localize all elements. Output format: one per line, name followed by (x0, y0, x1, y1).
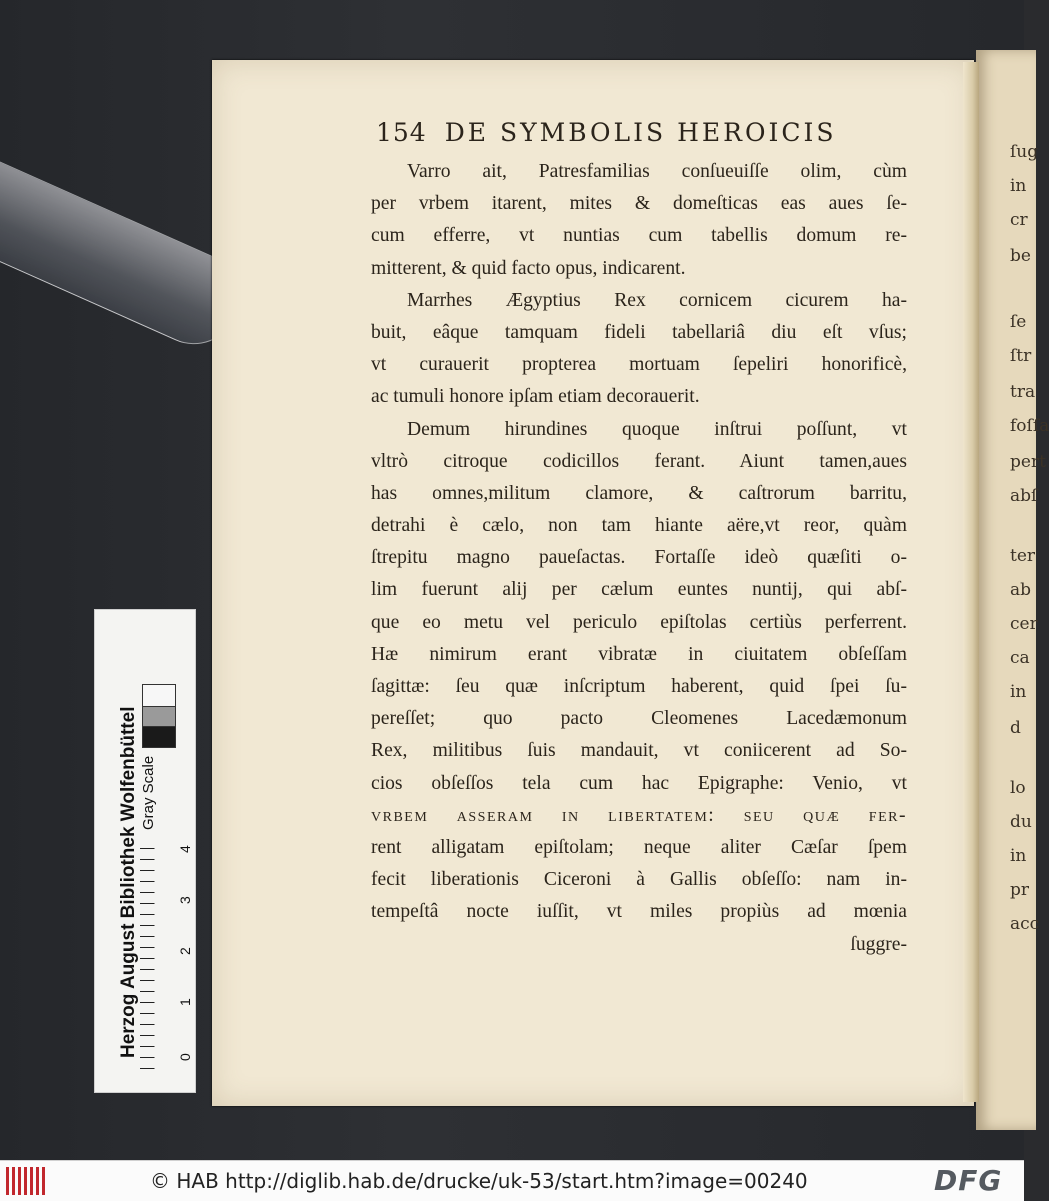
text-line: tempeſtâ nocte iuſſit, vt miles propiùs ad mœnia (371, 901, 907, 923)
gray-scale-label: Gray Scale (140, 755, 157, 830)
facing-page-fragment: in (1010, 682, 1027, 702)
facing-page-fragment: lo (1010, 778, 1026, 798)
facing-page-fragment: ab (1010, 580, 1032, 600)
facing-page-fragment: d (1010, 718, 1021, 738)
text-line: detrahi è cælo, non tam hiante aëre,vt reor, quàm (371, 515, 907, 537)
facing-page-fragment: tra (1010, 382, 1036, 402)
facing-page-fragment: ca (1010, 648, 1030, 668)
text-line: vrbem asseram in libertatem: ſeu quæ fer- (371, 804, 907, 826)
running-head-title: DE SYMBOLIS HEROICIS (444, 118, 837, 147)
page-gutter (963, 62, 979, 1102)
text-line: ſagittæ: ſeu quæ inſcriptum haberent, quid ſpei ſu- (371, 676, 907, 697)
text-line: lim fuerunt alij per cælum euntes nuntij, qui abſ- (371, 579, 907, 601)
text-line: ſtrepitu magno paueſactas. Fortaſſe ideò quæſiti o- (371, 547, 907, 569)
ruler-ticks (140, 848, 176, 1070)
hab-barcode-logo-icon[interactable] (6, 1167, 46, 1195)
facing-page-fragment: cr (1010, 210, 1028, 230)
ruler-number: 1 (177, 998, 193, 1006)
ruler-library-name: Herzog August Bibliothek Wolfenbüttel (118, 706, 139, 1058)
text-line: has omnes,militum clamore, & caſtrorum barritu, (371, 482, 907, 504)
page-text-block (371, 156, 907, 961)
text-line: vt curauerit propterea mortuam ſepeliri honorificè, (371, 354, 907, 376)
running-head (376, 118, 896, 152)
facing-page-fragment: du (1010, 812, 1032, 832)
facing-page-fragment: in (1010, 176, 1027, 196)
facing-page-fragment: ter (1010, 546, 1036, 566)
text-line: ac tumuli honore ipſam etiam decorauerit. (371, 386, 700, 408)
facing-page-fragment: ſtr (1010, 346, 1032, 366)
text-line: buit, eâque tamquam fideli tabellariâ diu eſt vſus; (371, 321, 907, 343)
text-line: mitterent, & quid facto opus, indicarent. (371, 257, 686, 279)
text-line: Hæ nimirum erant vibratæ in ciuitatem obſeſſam (371, 643, 907, 665)
text-line: rent alligatam epiſtolam; neque aliter Cæſar ſpem (371, 836, 907, 858)
copyright-link[interactable]: © HAB http://diglib.hab.de/drucke/uk-53/start.htm?image=00240 (150, 1169, 808, 1193)
text-line: cios obſeſſos tela cum hac Epigraphe: Venio, vt (371, 772, 907, 794)
text-line: Marrhes Ægyptius Rex cornicem cicurem ha- (407, 289, 907, 311)
text-line: ſuggre- (850, 933, 907, 955)
ruler-number: 2 (177, 947, 193, 955)
facing-page-fragment: pert (1010, 452, 1046, 472)
text-line: cum efferre, vt nuntias cum tabellis domum re- (371, 225, 907, 247)
text-line: per vrbem itarent, mites & domeſticas eas aues ſe- (371, 193, 907, 215)
facing-page-fragment: ſug (1010, 142, 1039, 162)
text-line: que eo metu vel periculo epiſtolas certiùs perferrent. (371, 611, 907, 633)
text-line: vltrò citroque codicillos ferant. Aiunt tamen,aues (371, 450, 907, 472)
viewer-footer (0, 1160, 1024, 1201)
facing-page-fragment: be (1010, 246, 1031, 266)
page-number: 154 (376, 118, 427, 147)
facing-page-fragment: abſ (1010, 486, 1038, 506)
facing-page-fragment: acc (1010, 914, 1040, 934)
facing-page-fragment: pr (1010, 880, 1030, 900)
text-line: Demum hirundines quoque inſtrui poſſunt, vt (407, 418, 907, 440)
dfg-logo[interactable]: DFG (934, 1164, 1003, 1197)
ruler-number: 0 (177, 1053, 193, 1061)
text-line: Rex, militibus ſuis mandauit, vt coniicerent ad So- (371, 740, 907, 762)
facing-page-fragment: cer (1010, 614, 1038, 634)
facing-page-fragment: ſe (1010, 312, 1027, 332)
text-line: fecit liberationis Ciceroni à Gallis obſeſſo: nam in- (371, 869, 907, 891)
facing-page-fragment: foſſa (1010, 416, 1049, 436)
text-line: Varro ait, Patresfamilias conſueuiſſe olim, cùm (407, 161, 907, 182)
ruler-number: 3 (177, 896, 193, 904)
facing-page-edge (976, 50, 1049, 1130)
facing-page-fragment: in (1010, 846, 1027, 866)
text-line: pereſſet; quo pacto Cleomenes Lacedæmonum (371, 708, 907, 730)
ruler-number: 4 (177, 845, 193, 853)
